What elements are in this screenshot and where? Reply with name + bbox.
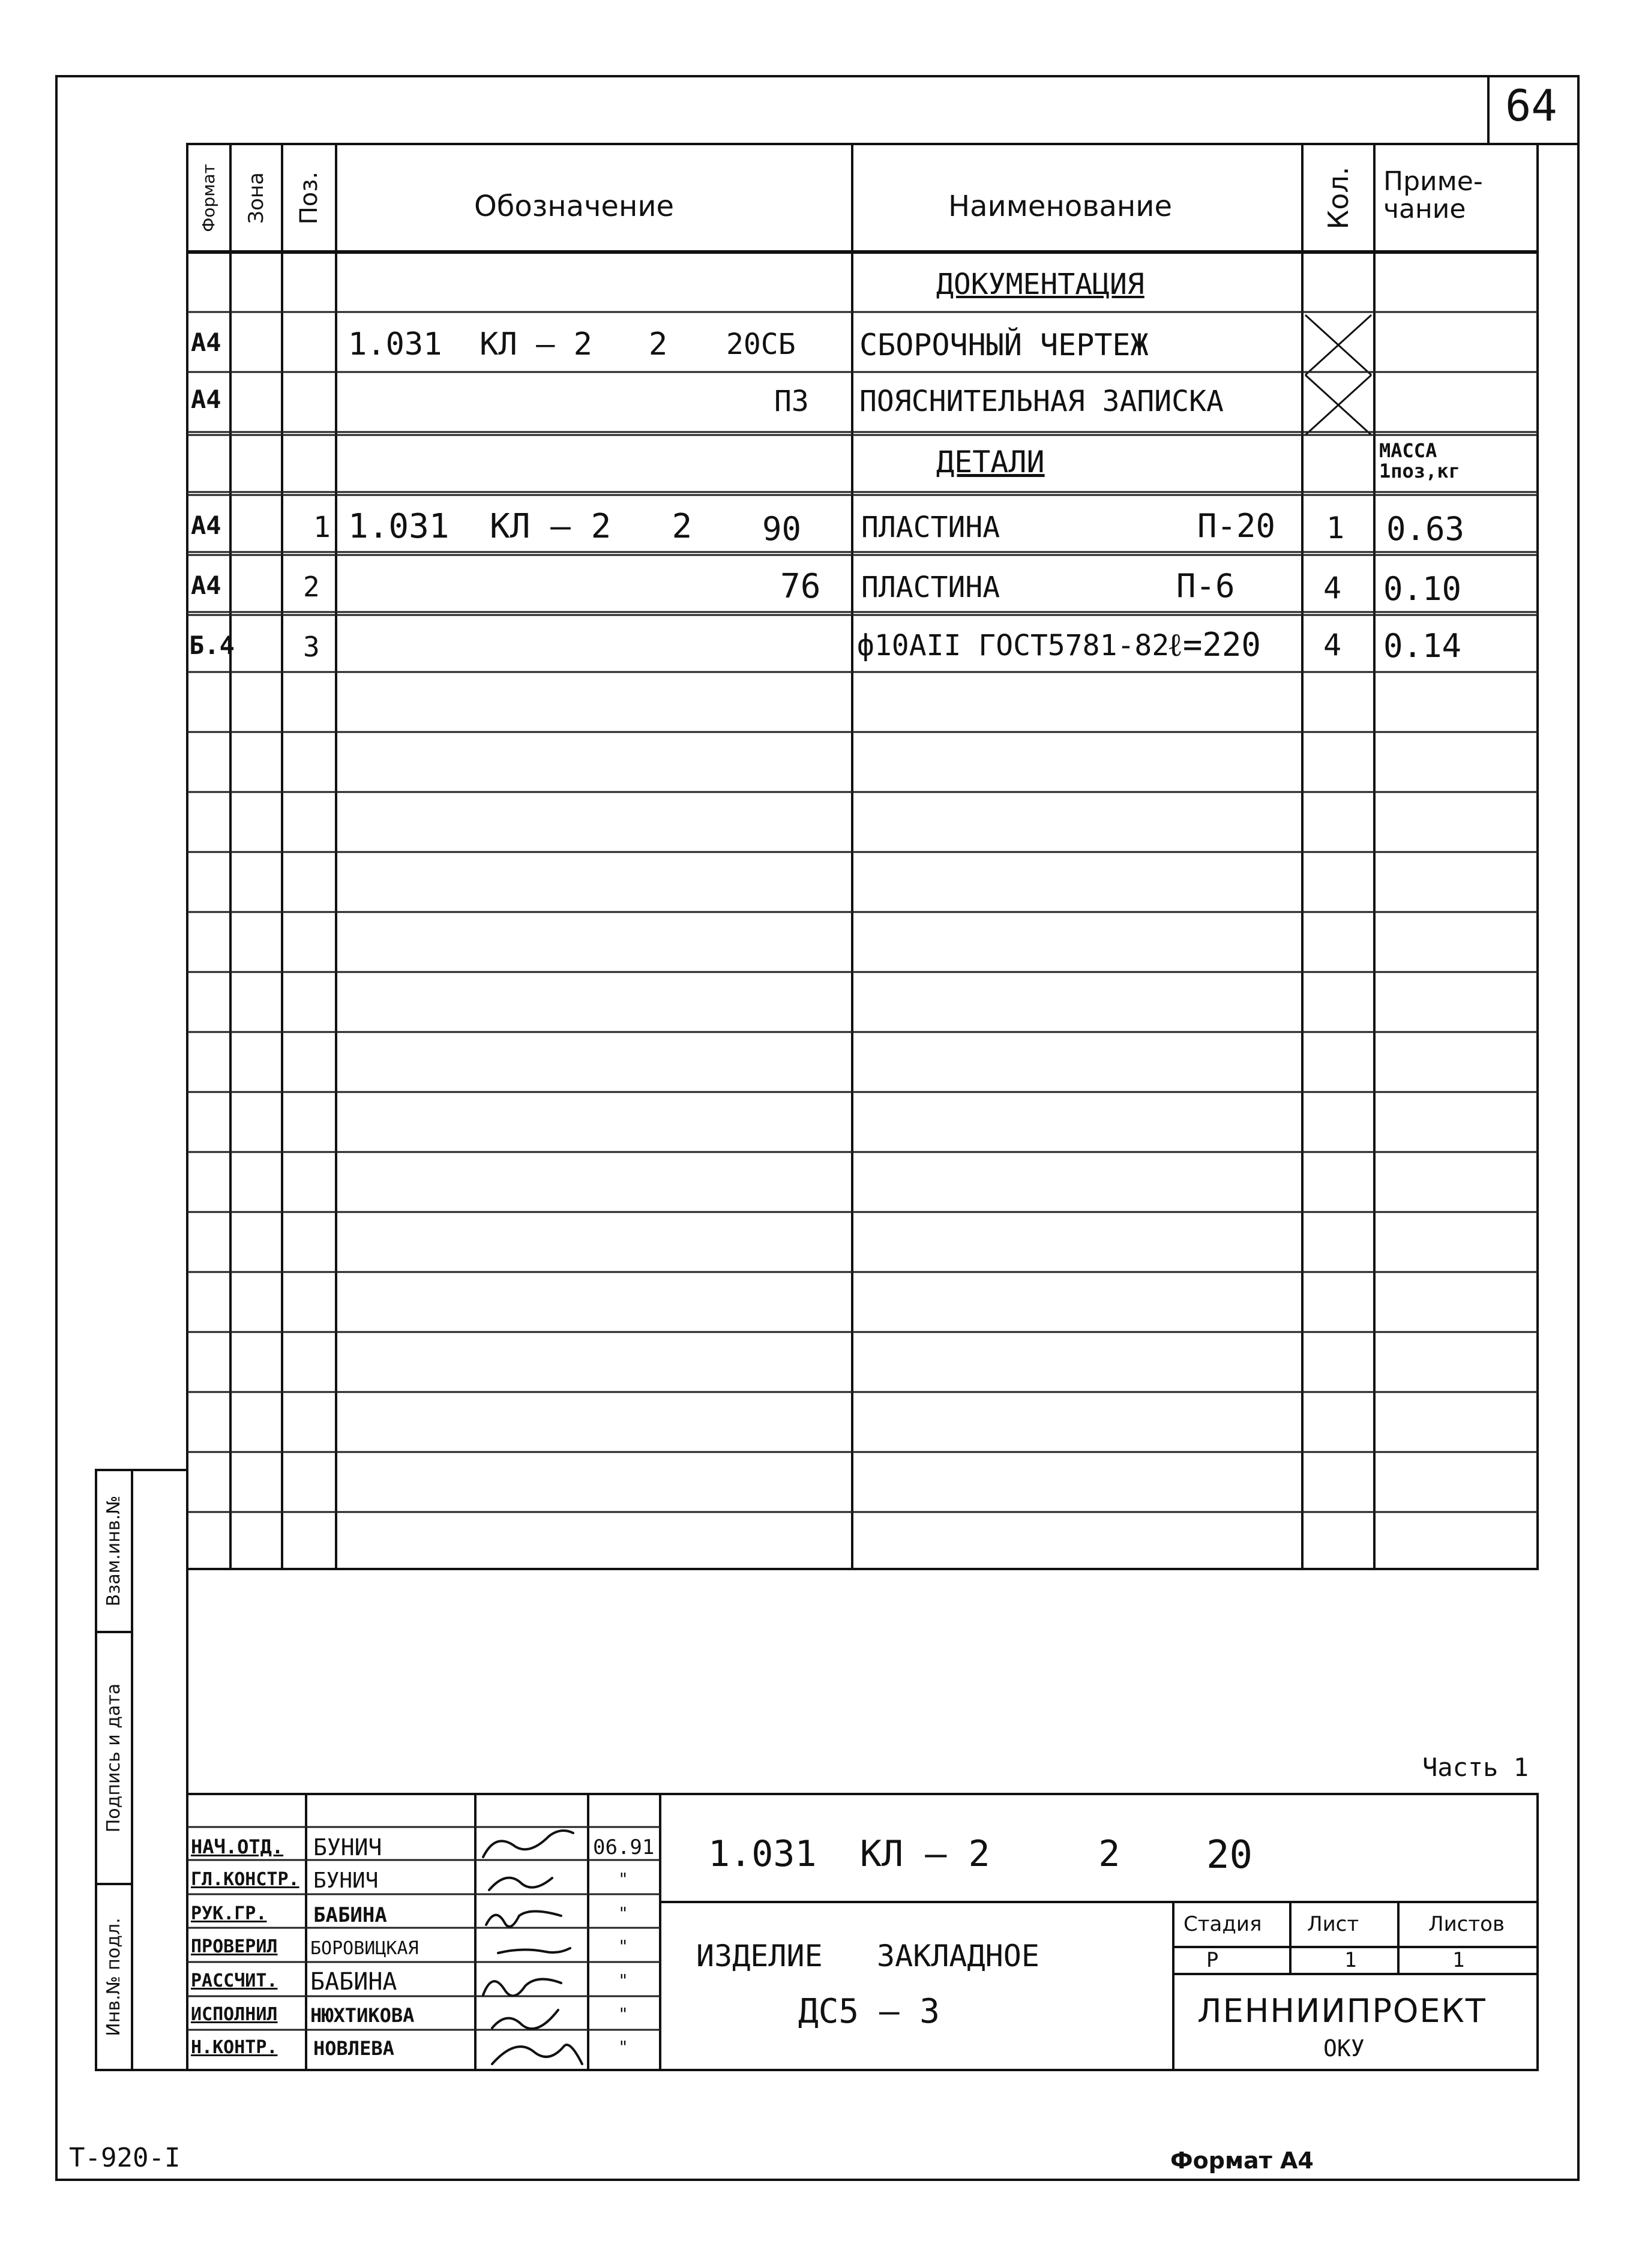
person-name: БУНИЧ <box>313 1834 382 1861</box>
sign-date: " <box>618 1903 628 1923</box>
row-designation: 1.031 КЛ – 2 2 <box>348 507 693 546</box>
row-designation: 1.031 КЛ – 2 2 <box>348 326 668 362</box>
role-label: ИСПОЛНИЛ <box>191 2004 278 2025</box>
row-format: А4 <box>191 385 221 414</box>
sign-date: 06.91 <box>593 1835 655 1859</box>
footer-format: Формат А4 <box>1170 2147 1314 2174</box>
row-name: ф10АII ГОСТ5781-82 <box>857 629 1170 662</box>
row-qty: 4 <box>1323 628 1342 662</box>
row-mark: П-20 <box>1197 507 1276 545</box>
row-pos: 3 <box>303 631 320 663</box>
row-note: 0.10 <box>1383 570 1462 608</box>
header-designation: Обозначение <box>474 190 675 223</box>
row-pos: 2 <box>303 571 320 603</box>
row-name: ПОЯСНИТЕЛЬНАЯ ЗАПИСКА <box>859 385 1224 418</box>
person-name: НЮХТИКОВА <box>310 2004 415 2027</box>
row-suffix: 90 <box>762 510 802 548</box>
row-format: Б.4 <box>189 631 235 660</box>
person-name: БАБИНА <box>310 1968 397 1996</box>
role-label: ПРОВЕРИЛ <box>191 1936 278 1957</box>
department: ОКУ <box>1323 2035 1365 2062</box>
sign-date: " <box>618 1869 628 1889</box>
sheet-label: Лист <box>1307 1912 1359 1936</box>
sign-date: " <box>618 2004 628 2024</box>
sheet-value: 1 <box>1344 1948 1357 1972</box>
sheet-number: 64 <box>1505 80 1557 131</box>
row-format: А4 <box>191 511 221 540</box>
stage-value: Р <box>1206 1948 1219 1972</box>
person-name: НОВЛЕВА <box>313 2037 394 2060</box>
section-details: ДЕТАЛИ <box>936 445 1045 479</box>
sign-date: " <box>618 1970 628 1990</box>
row-name: СБОРОЧНЫЙ ЧЕРТЕЖ <box>859 328 1149 362</box>
row-suffix: 76 <box>780 567 821 606</box>
sheets-label: Листов <box>1428 1912 1505 1936</box>
stage-label: Стадия <box>1183 1912 1262 1936</box>
row-name: ПЛАСТИНА <box>861 511 1000 544</box>
row-mark: ℓ=220 <box>1167 626 1261 664</box>
row-pos: 1 <box>313 511 331 544</box>
row-qty: 1 <box>1326 511 1345 545</box>
role-label: ГЛ.КОНСТР. <box>191 1869 299 1890</box>
row-mark: П-6 <box>1176 567 1235 605</box>
sign-date: " <box>618 2037 628 2057</box>
side-label-inv-sub: Взам.инв.№ <box>103 1495 124 1607</box>
item-title-line1: ИЗДЕЛИЕ ЗАКЛАДНОЕ <box>696 1939 1039 1973</box>
row-format: А4 <box>191 328 221 357</box>
sign-date: " <box>618 1936 628 1956</box>
header-zone: Зона <box>244 172 268 224</box>
role-label: НАЧ.ОТД. <box>191 1835 284 1858</box>
row-name: ПЛАСТИНА <box>861 571 1000 604</box>
side-label-inv-orig: Инв.№ подл. <box>103 1918 124 2036</box>
row-suffix: ПЗ <box>774 385 809 418</box>
footer-code: Т-920-I <box>69 2143 181 2173</box>
row-note: 0.14 <box>1383 627 1462 665</box>
header-format: Формат <box>199 164 218 232</box>
role-label: Н.КОНТР. <box>191 2037 278 2058</box>
person-name: БУНИЧ <box>313 1868 379 1893</box>
section-documentation: ДОКУМЕНТАЦИЯ <box>936 268 1144 301</box>
row-suffix: 20СБ <box>726 328 796 361</box>
part-label: Часть 1 <box>1422 1753 1529 1782</box>
header-note: Приме- чание <box>1383 166 1483 225</box>
sheets-value: 1 <box>1452 1948 1465 1972</box>
row-note: 0.63 <box>1386 510 1465 548</box>
side-label-sign-date: Подпись и дата <box>103 1683 124 1833</box>
role-label: РАССЧИТ. <box>191 1970 278 1991</box>
note-mass-label: МАССА 1поз,кг <box>1379 439 1460 482</box>
row-format: А4 <box>191 571 221 600</box>
header-name: Наименование <box>948 190 1173 223</box>
item-title-line2: ДС5 – 3 <box>798 1992 940 2031</box>
role-label: РУК.ГР. <box>191 1903 267 1924</box>
person-name: БАБИНА <box>313 1903 387 1927</box>
header-pos: Поз. <box>295 171 323 225</box>
organization: ЛЕННИИПРОЕКТ <box>1197 1992 1487 2030</box>
row-qty: 4 <box>1323 571 1342 605</box>
doc-suffix: 20 <box>1206 1833 1253 1877</box>
person-name: БОРОВИЦКАЯ <box>310 1938 419 1959</box>
doc-code: 1.031 КЛ – 2 2 <box>708 1833 1120 1875</box>
header-qty: Кол. <box>1322 166 1355 230</box>
